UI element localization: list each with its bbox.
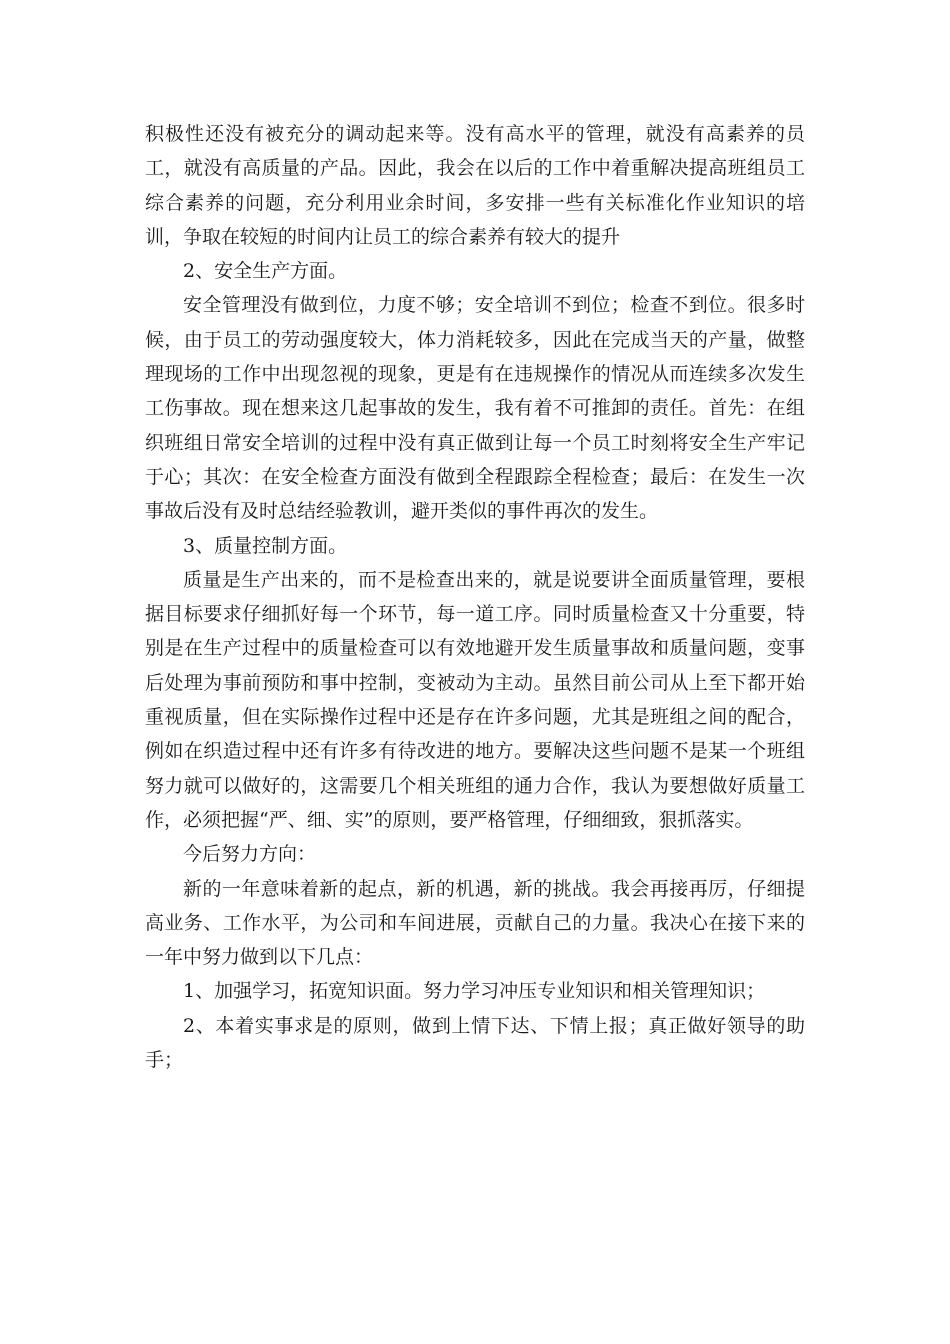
paragraph-future: 新的一年意味着新的起点，新的机遇，新的挑战。我会再接再厉，仔细提高业务、工作水平，为公司和车间进展，贡献自己的力量。我决心在接下来的一年中努力做到以下几点： bbox=[145, 877, 805, 969]
paragraph-continuation: 积极性还没有被充分的调动起来等。没有高水平的管理，就没有高素养的员工，就没有高质量的产品。因此，我会在以后的工作中着重解决提高班组员工综合素养的问题，充分利用业余时间，多安排一些有关标准化作业知识的培训，争取在较短的时间内让员工的综合素养有较大的提升 bbox=[145, 123, 805, 248]
section-heading-future: 今后努力方向： bbox=[183, 843, 317, 866]
list-item-1: 1、加强学习，拓宽知识面。努力学习冲压专业知识和相关管理知识； bbox=[183, 980, 766, 1003]
document-body bbox=[145, 117, 805, 1077]
list-item-2: 2、本着实事求是的原则，做到上情下达、下情上报；真正做好领导的助手； bbox=[145, 1014, 805, 1072]
section-heading-safety: 2、安全生产方面。 bbox=[183, 260, 348, 283]
paragraph-safety: 安全管理没有做到位，力度不够；安全培训不到位；检查不到位。很多时候，由于员工的劳动强度较大，体力消耗较多，因此在完成当天的产量，做整理现场的工作中出现忽视的现象，更是有在违规操作的情况从而连续多次发生工伤事故。现在想来这几起事故的发生，我有着不可推卸的责任。首先：在组织班组日常安全培训的过程中没有真正做到让每一个员工时刻将安全生产牢记于心；其次：在安全检查方面没有做到全程跟踪全程检查；最后：在发生一次事故后没有及时总结经验教训，避开类似的事件再次的发生。 bbox=[145, 294, 805, 523]
paragraph-quality: 质量是生产出来的，而不是检查出来的，就是说要讲全面质量管理，要根据目标要求仔细抓好每一个环节，每一道工序。同时质量检查又十分重要，特别是在生产过程中的质量检查可以有效地避开发生质量事故和质量问题，变事后处理为事前预防和事中控制，变被动为主动。虽然目前公司从上至下都开始重视质量，但在实际操作过程中还是存在许多问题，尤其是班组之间的配合，例如在织造过程中还有许多有待改进的地方。要解决这些问题不是某一个班组努力就可以做好的，这需要几个相关班组的通力合作，我认为要想做好质量工作，必须把握“严、细、实”的原则，要严格管理，仔细细致，狠抓落实。 bbox=[145, 568, 805, 831]
section-heading-quality: 3、质量控制方面。 bbox=[183, 534, 348, 557]
